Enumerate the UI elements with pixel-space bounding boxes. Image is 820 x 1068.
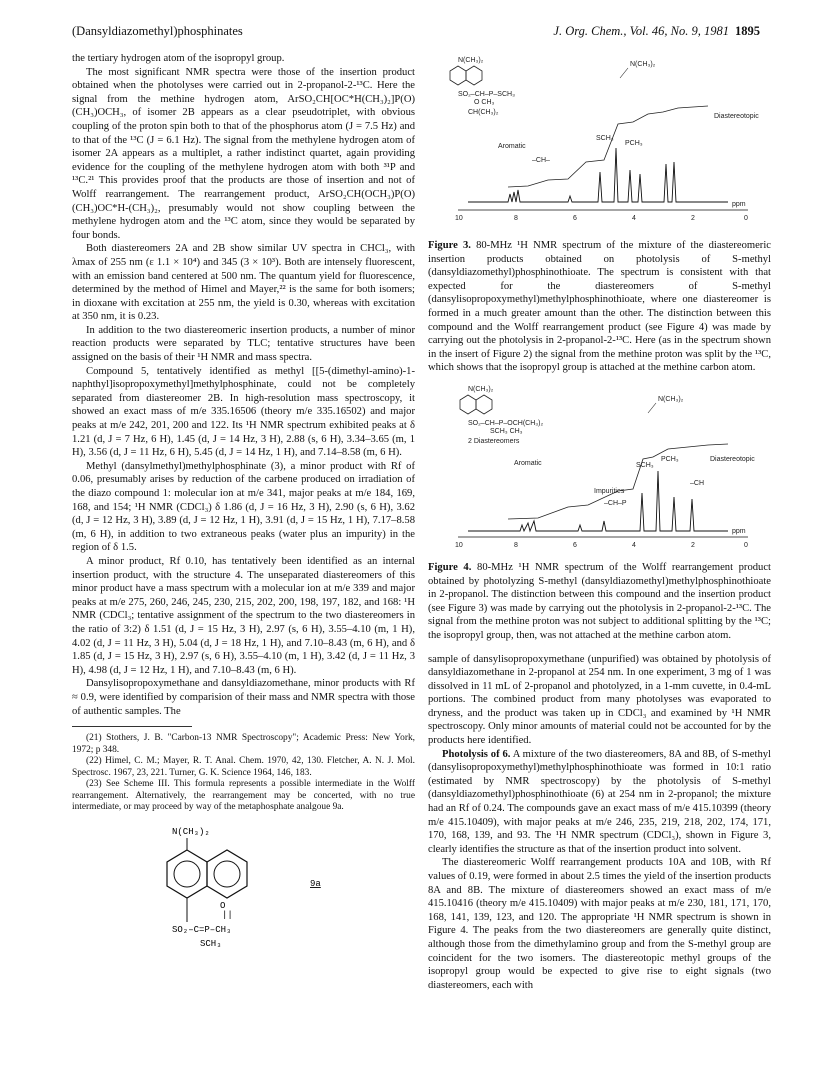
paragraph: Dansylisopropoxymethane and dansyldiazomethane, minor products with Rf ≈ 0.9, were identified by comparision of their mass and NMR spectra with those of authentic samples. The — [72, 678, 415, 717]
right-column — [428, 52, 771, 992]
aromatic-circle — [174, 861, 200, 887]
structure-text: O CH₃ — [474, 99, 495, 106]
peak-label-sch3: SCH₃ — [636, 461, 654, 469]
peak-label-ch: –CH — [690, 479, 705, 487]
peak-label-diastereotopic: Diastereotopic — [714, 113, 759, 120]
peak-label-pch3: PCH₃ — [661, 455, 679, 463]
structure-9a-oxygen: O — [220, 900, 226, 911]
paragraph: A minor product, Rf 0.10, has tentatively been identified as an internal insertion product, with the structure 4. The unseparated diastereomers of this minor product have a mass spectrum with a molecular ion at m/e 339 and major peaks at m/e 275, 260, 246, 245, 230, 215, 202, 200, 198, 197, 182, and 168: ¹H NMR (CDCl₃; tentative assignment of the spectrum to the two diastereomers in the ratio of 3:2) δ 1.51 (d, J = 15 Hz, 3 H), 2.97 (s, 6 H), 3.55–4.10 (m, 1 H), 4.02 (d, J = 11 Hz, 3 H), 5.04 (d, J = 18 Hz, 1 H), and 7.10–8.43 (m, 6 H), and δ 1.85 (d, J = 15 Hz, 3 H), 2.97 (s, 6 H), 3.55–4.10 (m, 1 H), 3.42 (d, J = 11 Hz, 3 H), 4.98 (d, J = 12 Hz, 1 H), and 7.10–8.43 (m, 6 H). — [72, 555, 415, 676]
peak-label-impurities: Impurities — [594, 487, 625, 495]
label-pointer — [620, 68, 628, 78]
paragraph: Methyl (dansylmethyl)methylphosphinate (3), a minor product with Rf of 0.06, presumably arises by reduction of the carbene produced on irradiation of the diazo compound 1: molecular ion at m/e 341, major peaks at m/e 184, 169, 168, and 154; ¹H NMR (CDCl₃) δ 1.86 (d, J = 16 Hz, 3 H), 2.90 (s, 6 H), 3.62 (d, J = 12 Hz, 3 H), 3.89 (d, J = 12 Hz, 1 H), 3.91 (d, J = 15 Hz, 1 H), 7.17–8.58 (m, 6 H), in addition to two extraneous peaks (water plus an impurity) in the region of δ 1.5. — [72, 460, 415, 554]
right-column-text — [428, 653, 771, 993]
paragraph: Both diastereomers 2A and 2B show similar UV spectra in CHCl₃, with λmax of 255 nm (ε 1.1 × 10⁴) and 345 (3 × 10³). Both are intensely fluorescent, with an emission band centered at 500 nm. The quantum yield for fluorescence, determined by the method of Himel and Mayer,²² is the same for both isomers; in dioxane with excitation at 255 nm, the yield is 0.30, whereas with excitation at 350 nm, it is 0.23. — [72, 243, 415, 323]
footnote-rule — [72, 726, 192, 727]
structure-text: 2 Diastereomers — [468, 437, 520, 445]
ring — [476, 395, 492, 414]
peak-label-nch3: N(CH₃)₂ — [630, 61, 656, 68]
figure-4-caption — [428, 561, 771, 643]
spectrum-trace — [468, 471, 728, 531]
peak-label-aromatic: Aromatic — [498, 143, 526, 150]
structure-9a — [72, 822, 415, 952]
ring — [450, 66, 466, 85]
label-pointer — [648, 403, 656, 413]
caption-label: Figure 3. — [428, 240, 471, 251]
structure-9a-label: 9a — [310, 878, 321, 889]
peak-label-nch3: N(CH₃)₂ — [658, 395, 684, 403]
journal-citation — [553, 24, 760, 39]
figure-3-spectrum — [428, 52, 771, 237]
tick-label: 10 — [455, 215, 463, 222]
tick-label: 6 — [573, 541, 577, 549]
paragraph: In addition to the two diastereomeric insertion products, a number of minor reaction products were separated by TLC; tentative structures have been assigned on the basis of their ¹H NMR and mass spectra. — [72, 324, 415, 364]
tick-label: 6 — [573, 215, 577, 222]
structure-text: N(CH₃)₂ — [468, 385, 494, 393]
aromatic-circle — [214, 861, 240, 887]
tick-label: 2 — [691, 541, 695, 549]
structure-text: N(CH₃)₂ — [458, 57, 484, 64]
double-bond-mark: || — [222, 909, 233, 920]
naphthalene-ring-1 — [167, 850, 207, 898]
structure-text: SO₂–CH–P–OCH(CH₃)₂ — [468, 419, 544, 427]
tick-label: 10 — [455, 541, 463, 549]
structure-9a-drawing — [72, 822, 415, 952]
figure-3-structure — [450, 57, 515, 116]
paragraph — [428, 748, 771, 857]
paragraph: The diastereomeric Wolff rearrangement products 10A and 10B, with Rf values of 0.19, were formed in about 2.5 times the yield of the insertion products 8A and 8B. The mixture of diastereomers showed an exact mass of m/e 415.10416 (theory m/e 415.10409) with major peaks at m/e 230, 181, 171, 170, 168, 141, 139, 123, and 120. The appropriate ¹H NMR spectrum is shown in Figure 4. The peaks from the two diastereomers are generally quite distinct, although those from the dimethylamino group and from the S-methyl group are coincident for the two isomers. The diastereotopic methyl groups of the isopropyl group would be expected to give rise to eight signals (two diastereomers, each with — [428, 857, 771, 991]
caption-text: 80-MHz ¹H NMR spectrum of the mixture of the diastereomeric insertion products obtained on photolysis of S-methyl (dansyldiazomethyl)phosphinothioate. The spectrum is consistent with that expected for the diastereomers of S-methyl (dansylisopropoxymethyl)methylphosphinothioate, where one diastereomer is formed in a much greater amount than the other. The distinction between this compound and the Wolff rearrangement product (see Figure 4) was made by carrying out the photolysis in 2-propanol-2-¹³C. Here (as in the spectrum shown in the insert of Figure 2) the signal from the methine proton was split by the ¹³C, which shows that the isopropyl group is attached at the methine carbon atom. — [428, 240, 771, 374]
ring — [466, 66, 482, 85]
tick-label: 8 — [514, 215, 518, 222]
tick-label: 0 — [744, 215, 748, 222]
integral-trace — [508, 106, 708, 187]
peak-label-chp: –CH–P — [604, 499, 627, 507]
figure-4 — [428, 381, 771, 643]
footnote-21: (21) Stothers, J. B. "Carbon-13 NMR Spectroscopy"; Academic Press: New York, 1972; p 348. — [72, 733, 415, 755]
footnotes — [72, 733, 415, 814]
structure-9a-sch3: SCH₃ — [200, 938, 222, 949]
figure-3 — [428, 52, 771, 375]
paragraph: Compound 5, tentatively identified as methyl [[5-(dimethyl-amino)-1-naphthyl]isopropoxymethyl]methylphosphinate, could not be completely separated from diastereomer 2B. In high-resolution mass spectroscopy, it showed an exact mass of m/e 335.16506 (theory m/e 335.16502) and major peaks at m/e 242, 201, 200 and 122. Its ¹H NMR spectrum exhibited peaks at δ 1.21 (d, J = 7 Hz, 6 H), 1.45 (d, J = 14 Hz, 3 H), 2.88 (s, 6 H), 3.34–3.65 (m, 1 H), 3.56 (d, J = 11 Hz, 6 H), 5.45 (d, J = 14 Hz, 1 H), and 7.14–8.58 (m, 6 H). — [72, 365, 415, 459]
naphthalene-ring-2 — [207, 850, 247, 898]
structure-text: SO₂–CH–P–SCH₃ — [458, 91, 515, 98]
running-head: (Dansyldiazomethyl)phosphinates — [72, 24, 243, 38]
page-number: 1895 — [735, 24, 760, 38]
axis-unit: ppm — [732, 527, 746, 535]
footnote-22: (22) Himel, C. M.; Mayer, R. T. Anal. Chem. 1970, 42, 130. Fletcher, A. N. J. Mol. Spectrosc. 1967, 23, 221. Turner, G. K. Science 1964, 146, 183. — [72, 756, 415, 778]
tick-label: 4 — [632, 215, 636, 222]
journal-name: J. Org. Chem., Vol. 46, No. 9, 1981 — [553, 24, 729, 38]
peak-label-ch: –CH– — [532, 157, 550, 164]
axis-unit: ppm — [732, 201, 746, 208]
tick-label: 8 — [514, 541, 518, 549]
spectrum-trace — [468, 148, 728, 202]
paragraph: The most significant NMR spectra were those of the insertion product obtained when the photolyses were carried out in 2-propanol-2-¹³C. Here the signal from the methine hydrogen atom, ArSO₂CH[OC*H(CH₃)₂]P(O)(CH₃)OCH₃, of isomer 2B appears as a clear pseudotriplet, with obvious coupling of the proton spin both to that of the phosphorus atom (J = 7.5 Hz) and to that of the ¹³C (J = 6.1 Hz). The signal from the methylene hydrogen atom of isomer 2A appears as a multiplet, a rather indistinct quartet, again providing evidence for the coupling of the methylene hydrogen atom with both ³¹P and ¹³C.²¹ This provides proof that the products are those of insertion and not of Wolff rearrangement. The rearrangement product, ArSO₂CH(OCH₃)P(O)(CH₃)OC*H-(CH₃)₂, presumably would not show coupling between the methylene hydrogen atom and the ¹³C atom, since they would be separated by four bonds. — [72, 66, 415, 241]
peak-label-sch3: SCH₃ — [596, 135, 614, 142]
paragraph-text: A mixture of the two diastereomers, 8A and 8B, of S-methyl (dansylisopropoxymethyl)methylphosphinothioate was formed in 10:1 ratio (estimated by NMR spectroscopy) by the photolysis of S-methyl (dansyldiazomethyl)phosphinothioate (6) at 254 nm in 2-propanol; the mixture had an Rf of 0.24. The compounds gave an exact mass of m/e 415.10399 (theory m/e 415.10409), with major peaks at m/e 246, 235, 219, 218, 202, 174, 171, 170, 168, 139, and 93. The ¹H NMR spectrum (CDCl₃), shown in Figure 3, clearly identifies the structure as that of the insertion product into solvent. — [428, 748, 771, 855]
figure-4-structure — [460, 386, 543, 445]
structure-9a-top: N(CH₃)₂ — [172, 826, 210, 837]
structure-text: CH(CH₃)₂ — [468, 109, 499, 116]
footnote-23: (23) See Scheme III. This formula represents a possible intermediate in the Wolff rearrangement. Alternatively, the rearrangement may be concerted, with no true intermediate, or may proceed by way of the metaphosphate analgoue 9a. — [72, 779, 415, 813]
ppm-ticks — [455, 542, 748, 549]
peak-label-pch3: PCH₃ — [625, 140, 643, 147]
structure-text: SCH₃ CH₃ — [490, 427, 523, 435]
tick-label: 4 — [632, 541, 636, 549]
peak-label-diastereotopic: Diastereotopic — [710, 455, 755, 463]
caption-label: Figure 4. — [428, 561, 472, 573]
ppm-ticks — [455, 215, 748, 222]
paragraph: sample of dansylisopropoxymethane (unpurified) was obtained by photolysis of dansyldiazomethane in 2-propanol at 254 nm. In one experiment, 3 mg of 1 was dissolved in 11 mL of 2-propanol and photolyzed, in a 1-mm cuvette, in 0.4-mL portions. The combined product from many photolyses was evaporated to dryness, and the product was taken up in CDCl₃ and examined by ¹H NMR spectroscopy. Only minor amounts of material could not be accounted for by the products here identified. — [428, 653, 771, 747]
structure-9a-bottom: SO₂–C=P–CH₃ — [172, 924, 232, 935]
tick-label: 0 — [744, 541, 748, 549]
tick-label: 2 — [691, 215, 695, 222]
left-column — [72, 52, 415, 952]
figure-3-caption — [428, 239, 771, 375]
ring — [460, 395, 476, 414]
peak-label-aromatic: Aromatic — [514, 459, 542, 467]
paragraph: the tertiary hydrogen atom of the isopropyl group. — [72, 53, 285, 64]
caption-text: 80-MHz ¹H NMR spectrum of the Wolff rearrangement product obtained by photolyzing S-methyl (dansyldiazomethyl)methylphosphinothioate in 2-propanol. The distinction between this compound and the insertion product (see Figure 3) was made by carrying out the photolysis in 2-propanol-2-¹³C. The signal from the methine proton was not subject to additional splitting by the ¹³C; the isopropyl group, then, was not attached at the methine carbon atom. — [428, 561, 771, 641]
run-in-heading: Photolysis of 6. — [442, 748, 511, 760]
figure-4-spectrum — [428, 381, 771, 559]
